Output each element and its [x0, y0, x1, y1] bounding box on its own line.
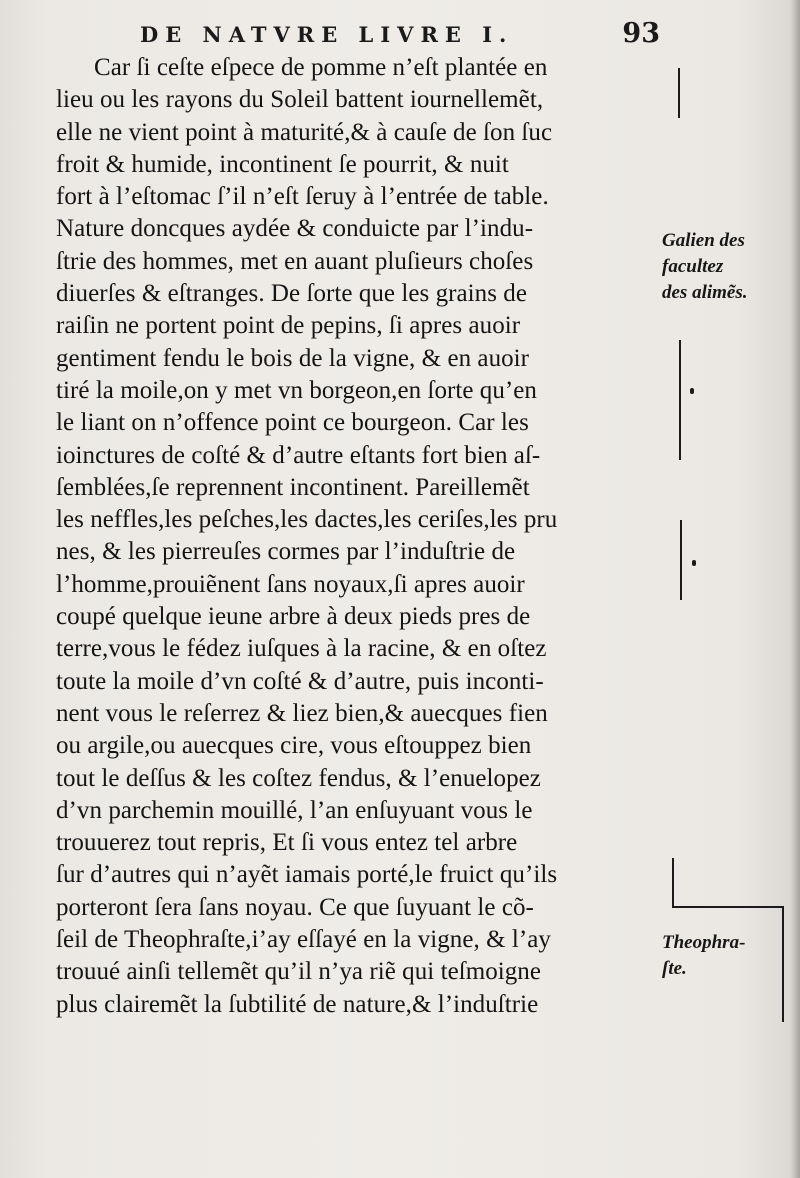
- body-text: [56, 52, 656, 1021]
- margin-note-galien: [662, 228, 748, 306]
- text-line: elle ne vient point à maturité,& à cauſe de ſon ſuc: [56, 118, 553, 146]
- text-line: terre,vous le fédez iuſques à la racine, & en oſtez: [56, 635, 547, 663]
- text-line: froit & humide, incontinent ſe pourrit, & nuit: [56, 150, 509, 178]
- margin-note-line: ſte.: [662, 958, 687, 979]
- margin-rule: [672, 858, 674, 908]
- text-line: ſemblées,ſe reprennent incontinent. Pareillemẽt: [56, 473, 530, 501]
- margin-rule: [679, 340, 681, 460]
- text-line: ſtrie des hommes, met en auant pluſieurs choſes: [56, 247, 534, 275]
- margin-note-line: facultez: [662, 256, 724, 277]
- text-line: ioinctures de coſté & d’autre eſtants fort bien aſ-: [56, 441, 541, 469]
- text-line: d’vn parchemin mouillé, l’an enſuyuant vous le: [56, 796, 533, 824]
- text-line: plus clairemẽt la ſubtilité de nature,& l’induſtrie: [56, 990, 539, 1018]
- margin-note-line: Galien des: [662, 230, 745, 251]
- text-line: tout le deſſus & les coſtez fendus, & l’enuelopez: [56, 764, 541, 792]
- text-line: les neffles,les peſches,les dactes,les ceriſes,les pru: [56, 506, 558, 534]
- text-line: trouué ainſi tellemẽt qu’il n’ya riẽ qui teſmoigne: [56, 958, 541, 986]
- text-line: ſeil de Theophraſte,i’ay eſſayé en la vigne, & l’ay: [56, 926, 551, 954]
- text-line: fort à l’eſtomac ſ’il n’eſt ſeruy à l’entrée de table.: [56, 183, 549, 211]
- text-line: lieu ou les rayons du Soleil battent iournellemẽt,: [56, 86, 544, 114]
- text-line: coupé quelque ieune arbre à deux pieds pres de: [56, 603, 531, 631]
- margin-note-line: des alimẽs.: [662, 282, 748, 303]
- margin-dot: [690, 388, 694, 394]
- text-line: nent vous le reſerrez & liez bien,& auecques fien: [56, 699, 548, 727]
- text-line: l’homme,prouiẽnent ſans noyaux,ſi apres auoir: [56, 570, 525, 598]
- margin-rule: [678, 68, 680, 118]
- margin-rule: [680, 520, 682, 600]
- text-line: gentiment fendu le bois de la vigne, & en auoir: [56, 344, 530, 372]
- margin-dot: [692, 560, 696, 566]
- margin-rule: [782, 906, 784, 1022]
- page-edge-shadow: [790, 0, 800, 1178]
- running-head-title: DE NATVRE LIVRE I.: [140, 22, 514, 47]
- text-line: diuerſes & eſtranges. De ſorte que les grains de: [56, 280, 527, 308]
- text-line: Car ſi ceſte eſpece de pomme n’eſt plantée en: [94, 54, 548, 81]
- text-line: Nature doncques aydée & conduicte par l’indu-: [56, 215, 534, 243]
- text-line: raiſin ne portent point de pepins, ſi apres auoir: [56, 312, 521, 340]
- text-line: ſur d’autres qui n’ayẽt iamais porté,le fruict qu’ils: [56, 861, 558, 889]
- margin-note-line: Theophra-: [662, 932, 746, 953]
- margin-note-theophraste: [662, 930, 745, 982]
- page-number: 93: [622, 18, 660, 49]
- text-line: tiré la moile,on y met vn borgeon,en ſorte qu’en: [56, 376, 537, 404]
- text-line: porteront ſera ſans noyau. Ce que ſuyuant le cõ-: [56, 893, 534, 921]
- text-line: nes, & les pierreuſes cormes par l’induſtrie de: [56, 538, 516, 566]
- running-head: [140, 18, 660, 52]
- text-line: le liant on n’offence point ce bourgeon. Car les: [56, 409, 529, 437]
- text-line: trouuerez tout repris, Et ſi vous entez tel arbre: [56, 829, 518, 857]
- text-line: toute la moile d’vn coſté & d’autre, puis inconti-: [56, 667, 544, 695]
- margin-hook: [672, 906, 782, 908]
- text-line: ou argile,ou auecques cire, vous eſtouppez bien: [56, 732, 532, 760]
